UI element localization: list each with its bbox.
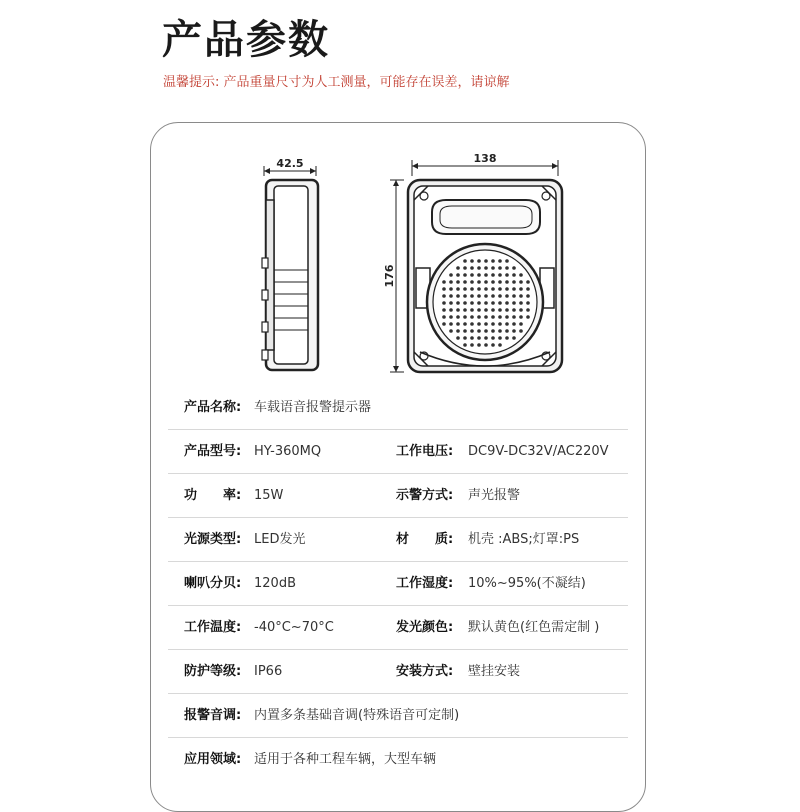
grille-hole bbox=[477, 259, 481, 263]
grille-hole bbox=[505, 315, 509, 319]
grille-hole bbox=[477, 322, 481, 326]
grille-hole bbox=[505, 322, 509, 326]
spec-value: 壁挂安装 bbox=[468, 664, 521, 679]
grille-hole bbox=[442, 308, 446, 312]
spec-value: HY-360MQ bbox=[254, 444, 322, 459]
spec-label: 功 率: bbox=[184, 488, 242, 503]
grille-hole bbox=[456, 280, 460, 284]
grille-hole bbox=[505, 259, 509, 263]
front-width-label: 138 bbox=[473, 152, 497, 165]
grille-hole bbox=[449, 280, 453, 284]
grille-hole bbox=[456, 329, 460, 333]
grille-hole bbox=[477, 294, 481, 298]
grille-hole bbox=[484, 273, 488, 277]
grille-hole bbox=[463, 322, 467, 326]
grille-hole bbox=[526, 301, 530, 305]
spec-row bbox=[168, 386, 628, 430]
grille-hole bbox=[491, 336, 495, 340]
grille-hole bbox=[505, 308, 509, 312]
grille-hole bbox=[442, 287, 446, 291]
grille-hole bbox=[470, 287, 474, 291]
spec-value: 车载语音报警提示器 bbox=[254, 400, 372, 415]
grille-hole bbox=[519, 273, 523, 277]
grille-hole bbox=[456, 315, 460, 319]
grille-hole bbox=[484, 301, 488, 305]
grille-hole bbox=[505, 273, 509, 277]
grille-hole bbox=[477, 315, 481, 319]
spec-row bbox=[168, 738, 628, 782]
grille-hole bbox=[442, 322, 446, 326]
grille-hole bbox=[498, 294, 502, 298]
grille-hole bbox=[456, 273, 460, 277]
spec-label: 发光颜色: bbox=[396, 620, 454, 635]
grille-hole bbox=[484, 259, 488, 263]
height-label: 176 bbox=[383, 264, 396, 288]
spec-label: 喇叭分贝: bbox=[184, 576, 242, 591]
grille-hole bbox=[519, 315, 523, 319]
grille-hole bbox=[526, 294, 530, 298]
spec-value: -40°C~70°C bbox=[254, 620, 334, 635]
grille-hole bbox=[519, 287, 523, 291]
grille-hole bbox=[449, 273, 453, 277]
grille-hole bbox=[491, 280, 495, 284]
grille-hole bbox=[463, 273, 467, 277]
grille-hole bbox=[491, 259, 495, 263]
grille-hole bbox=[491, 301, 495, 305]
grille-hole bbox=[470, 280, 474, 284]
grille-hole bbox=[498, 273, 502, 277]
grille-hole bbox=[519, 294, 523, 298]
spec-label: 工作电压: bbox=[396, 444, 454, 459]
spec-row bbox=[168, 606, 628, 650]
grille-hole bbox=[463, 280, 467, 284]
grille-hole bbox=[463, 308, 467, 312]
spec-label: 防护等级: bbox=[184, 664, 242, 679]
grille-hole bbox=[449, 294, 453, 298]
spec-value: 内置多条基础音调(特殊语音可定制) bbox=[254, 708, 460, 723]
grille-hole bbox=[442, 301, 446, 305]
grille-hole bbox=[470, 336, 474, 340]
side-view bbox=[262, 180, 318, 370]
grille-hole bbox=[484, 294, 488, 298]
grille-hole bbox=[449, 287, 453, 291]
measurement-notice: 温馨提示: 产品重量尺寸为人工测量，可能存在误差，请谅解 bbox=[163, 75, 510, 90]
grille-hole bbox=[456, 322, 460, 326]
grille-hole bbox=[491, 266, 495, 270]
grille-hole bbox=[484, 322, 488, 326]
grille-hole bbox=[526, 308, 530, 312]
grille-hole bbox=[505, 287, 509, 291]
grille-hole bbox=[491, 287, 495, 291]
spec-value: 15W bbox=[254, 488, 284, 503]
grille-hole bbox=[463, 329, 467, 333]
side-width-dimension bbox=[264, 157, 316, 176]
grille-hole bbox=[456, 336, 460, 340]
spec-row bbox=[168, 650, 628, 694]
grille-hole bbox=[484, 329, 488, 333]
grille-hole bbox=[463, 266, 467, 270]
grille-hole bbox=[477, 308, 481, 312]
grille-hole bbox=[526, 280, 530, 284]
spec-value: LED发光 bbox=[254, 532, 306, 547]
spec-value: 10%~95%(不凝结) bbox=[468, 576, 586, 591]
grille-hole bbox=[456, 294, 460, 298]
grille-hole bbox=[477, 336, 481, 340]
spec-label: 产品名称: bbox=[184, 400, 242, 415]
spec-label: 工作温度: bbox=[184, 620, 242, 635]
grille-hole bbox=[512, 308, 516, 312]
grille-hole bbox=[505, 329, 509, 333]
grille-hole bbox=[491, 315, 495, 319]
grille-hole bbox=[456, 308, 460, 312]
grille-hole bbox=[484, 266, 488, 270]
spec-value: 适用于各种工程车辆，大型车辆 bbox=[254, 752, 437, 767]
spec-value: 声光报警 bbox=[468, 488, 521, 503]
grille-hole bbox=[498, 343, 502, 347]
grille-hole bbox=[498, 280, 502, 284]
grille-hole bbox=[463, 315, 467, 319]
grille-hole bbox=[519, 308, 523, 312]
grille-hole bbox=[505, 301, 509, 305]
grille-hole bbox=[484, 287, 488, 291]
grille-hole bbox=[449, 301, 453, 305]
grille-hole bbox=[498, 301, 502, 305]
grille-hole bbox=[519, 329, 523, 333]
grille-hole bbox=[491, 322, 495, 326]
grille-hole bbox=[470, 308, 474, 312]
spec-label: 安装方式: bbox=[396, 664, 454, 679]
grille-hole bbox=[498, 259, 502, 263]
grille-hole bbox=[505, 266, 509, 270]
grille-hole bbox=[470, 266, 474, 270]
spec-label: 应用领域: bbox=[184, 752, 242, 767]
grille-hole bbox=[463, 343, 467, 347]
grille-hole bbox=[477, 287, 481, 291]
grille-hole bbox=[519, 280, 523, 284]
grille-hole bbox=[463, 301, 467, 305]
front-width-dimension bbox=[412, 152, 558, 176]
grille-hole bbox=[484, 308, 488, 312]
spec-value: DC9V-DC32V/AC220V bbox=[468, 444, 609, 459]
grille-hole bbox=[512, 315, 516, 319]
spec-label: 材 质: bbox=[396, 532, 454, 547]
grille-hole bbox=[484, 315, 488, 319]
grille-hole bbox=[470, 322, 474, 326]
grille-hole bbox=[498, 329, 502, 333]
grille-hole bbox=[463, 287, 467, 291]
grille-hole bbox=[449, 308, 453, 312]
grille-hole bbox=[512, 301, 516, 305]
grille-hole bbox=[505, 280, 509, 284]
grille-hole bbox=[463, 336, 467, 340]
grille-hole bbox=[484, 343, 488, 347]
grille-hole bbox=[512, 280, 516, 284]
spec-value: IP66 bbox=[254, 664, 283, 679]
spec-label: 报警音调: bbox=[184, 708, 242, 723]
grille-hole bbox=[512, 273, 516, 277]
grille-hole bbox=[456, 266, 460, 270]
grille-hole bbox=[512, 294, 516, 298]
spec-value: 默认黄色(红色需定制 ) bbox=[468, 620, 600, 635]
grille-hole bbox=[477, 280, 481, 284]
spec-label: 示警方式: bbox=[396, 488, 454, 503]
grille-hole bbox=[498, 266, 502, 270]
grille-hole bbox=[519, 301, 523, 305]
grille-hole bbox=[477, 266, 481, 270]
grille-hole bbox=[512, 336, 516, 340]
grille-hole bbox=[463, 294, 467, 298]
grille-hole bbox=[512, 329, 516, 333]
grille-hole bbox=[498, 315, 502, 319]
grille-hole bbox=[498, 308, 502, 312]
grille-hole bbox=[449, 329, 453, 333]
grille-hole bbox=[498, 336, 502, 340]
side-width-label: 42.5 bbox=[276, 157, 304, 170]
grille-hole bbox=[484, 280, 488, 284]
grille-hole bbox=[512, 287, 516, 291]
grille-hole bbox=[477, 343, 481, 347]
grille-hole bbox=[470, 259, 474, 263]
front-view bbox=[408, 180, 562, 372]
spec-label: 产品型号: bbox=[184, 444, 242, 459]
grille-hole bbox=[526, 287, 530, 291]
grille-hole bbox=[498, 287, 502, 291]
grille-hole bbox=[470, 315, 474, 319]
spec-row bbox=[168, 694, 628, 738]
spec-row bbox=[168, 430, 628, 474]
grille-hole bbox=[456, 301, 460, 305]
grille-hole bbox=[491, 294, 495, 298]
grille-hole bbox=[456, 287, 460, 291]
grille-hole bbox=[470, 273, 474, 277]
grille-hole bbox=[442, 280, 446, 284]
grille-hole bbox=[449, 322, 453, 326]
grille-hole bbox=[491, 273, 495, 277]
grille-hole bbox=[477, 273, 481, 277]
grille-hole bbox=[477, 301, 481, 305]
grille-hole bbox=[498, 322, 502, 326]
grille-hole bbox=[442, 294, 446, 298]
grille-hole bbox=[470, 329, 474, 333]
spec-row bbox=[168, 562, 628, 606]
page-title: 产品参数 bbox=[162, 17, 330, 63]
grille-hole bbox=[477, 329, 481, 333]
grille-hole bbox=[484, 336, 488, 340]
grille-hole bbox=[449, 315, 453, 319]
grille-hole bbox=[526, 315, 530, 319]
grille-hole bbox=[512, 266, 516, 270]
spec-value: 120dB bbox=[254, 576, 296, 591]
grille-hole bbox=[505, 294, 509, 298]
grille-hole bbox=[470, 294, 474, 298]
spec-row bbox=[168, 518, 628, 562]
grille-hole bbox=[470, 301, 474, 305]
grille-hole bbox=[491, 329, 495, 333]
grille-hole bbox=[512, 322, 516, 326]
grille-hole bbox=[442, 315, 446, 319]
grille-hole bbox=[470, 343, 474, 347]
grille-hole bbox=[505, 336, 509, 340]
grille-hole bbox=[491, 343, 495, 347]
spec-value: 机壳 :ABS;灯罩:PS bbox=[468, 532, 580, 547]
spec-row bbox=[168, 474, 628, 518]
grille-hole bbox=[463, 259, 467, 263]
height-dimension bbox=[383, 180, 404, 372]
spec-label: 工作湿度: bbox=[396, 576, 454, 591]
grille-hole bbox=[519, 322, 523, 326]
spec-label: 光源类型: bbox=[184, 532, 242, 547]
grille-hole bbox=[491, 308, 495, 312]
